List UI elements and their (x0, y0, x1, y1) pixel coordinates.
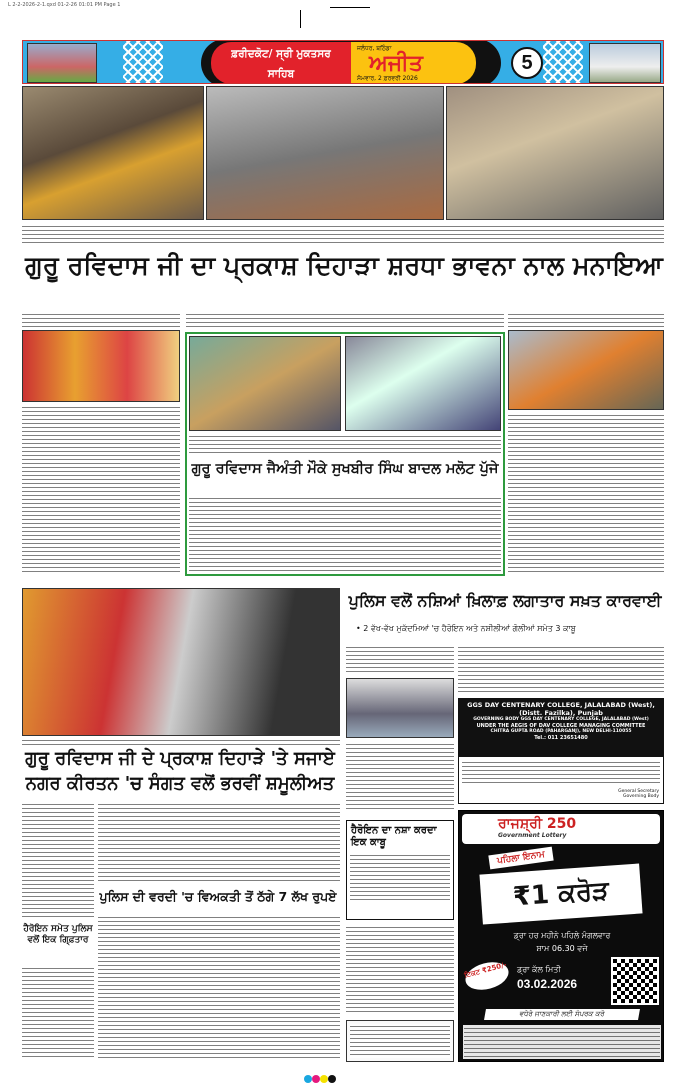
college-ad (458, 698, 664, 804)
heroin-police-headline: ਹੈਰੋਇਨ ਸਮੇਤ ਪੁਲਿਸ ਵਲੋਂ ਇਕ ਗਿ੍ਫ਼ਤਾਰ (23, 924, 93, 945)
photo-caption (22, 738, 340, 746)
center-headline: ਗੁਰੂ ਰਵਿਦਾਸ ਜੈਅੰਤੀ ਮੌਕੇ ਸੁਖਬੀਰ ਸਿੰਘ ਬਾਦਲ ਮਲੋਟ ਪੁੱਜੇ (191, 461, 499, 477)
lottery-sub: Government Lottery (498, 832, 567, 839)
article-text (98, 915, 340, 1060)
nagar-headline-1: ਗੁਰੂ ਰਵਿਦਾਸ ਜੀ ਦੇ ਪ੍ਰਕਾਸ਼ ਦਿਹਾੜੇ 'ਤੇ ਸਜਾਏ (25, 748, 335, 769)
color-registration-marks (304, 1068, 336, 1087)
masthead-photo-left (27, 43, 97, 83)
lottery-brand: ਰਾਜਸ਼੍ਰੀ 250 (498, 816, 577, 832)
photo-caption (22, 224, 664, 244)
college-line2: UNDER THE AEGIS OF DAV COLLEGE MANAGING COMMITTEE (476, 723, 646, 729)
edition-name: ਫ਼ਰੀਦਕੋਟ/ ਸ੍ਰੀ ਮੁਕਤਸਰ ਸਾਹਿਬ (231, 48, 331, 80)
main-headline: ਗੁਰੂ ਰਵਿਦਾਸ ਜੀ ਦਾ ਪ੍ਰਕਾਸ਼ ਦਿਹਾੜਾ ਸ਼ਰਧਾ ਭਾਵਨਾ ਨਾਲ ਮਨਾਇਆ (25, 251, 663, 281)
article-text (346, 742, 454, 812)
crop-mark (300, 10, 301, 28)
college-line3: CHITRA GUPTA ROAD (PAHARGANJ), NEW DELHI-110055 (490, 729, 632, 734)
photo-leaders (446, 86, 664, 220)
draw-date-label: ਡ੍ਰਾ ਕੱਲ ਮਿਤੀ (517, 965, 561, 974)
bank-notice-ad (346, 1020, 454, 1062)
article-text (22, 312, 180, 328)
first-prize-label: ਪਹਿਲਾ ਇਨਾਮ (488, 847, 553, 870)
article-text (22, 966, 94, 1060)
article-text (98, 802, 340, 882)
fraud-headline: ਪੁਲਿਸ ਦੀ ਵਰਦੀ 'ਚ ਵਿਅਕਤੀ ਤੋਂ ਠੱਗੇ 7 ਲੱਖ ਰੁਪਏ (99, 889, 337, 904)
article-text (458, 645, 664, 695)
masthead (22, 40, 664, 84)
police-headline: ਪੁਲਿਸ ਵਲੋਂ ਨਸ਼ਿਆਂ ਖ਼ਿਲਾਫ਼ ਲਗਾਤਾਰ ਸਖ਼ਤ ਕਾਰਵਾਈ (348, 591, 662, 610)
heroin-headline: ਹੈਰੋਇਨ ਦਾ ਨਸ਼ਾ ਕਰਦਾ ਇਕ ਕਾਬੂ (351, 825, 437, 848)
article-text (346, 925, 454, 1015)
paper-logo: ਅਜੀਤ (369, 51, 423, 76)
crop-mark (330, 7, 370, 8)
college-line1: GOVERNING BODY GGS DAY CENTENARY COLLEGE, JALALABAD (West) (473, 717, 649, 722)
masthead-oval (201, 40, 501, 84)
nagar-headline-2: ਨਗਰ ਕੀਰਤਨ 'ਚ ਸੰਗਤ ਵਲੋਂ ਭਰਵੀਂ ਸ਼ਮੂਲੀਅਤ (25, 773, 335, 794)
article-text (186, 312, 504, 330)
photo-crowd (206, 86, 444, 220)
photo-right (508, 330, 664, 410)
page-number: 5 (511, 47, 543, 79)
article-text (508, 312, 664, 328)
ticket-price: ਟਿਕਟ ₹250/- (462, 958, 511, 995)
article-text (22, 802, 94, 920)
draw-time: ਸ਼ਾਮ 06.30 ਵਜੇ (536, 944, 588, 953)
contact-label: ਵਧੇਰੇ ਜਾਣਕਾਰੀ ਲਈ ਸੰਪਰਕ ਕਰੋ (484, 1009, 640, 1020)
article-text (22, 405, 180, 575)
lottery-ad (458, 810, 664, 1062)
sukhbir-story-box (185, 332, 505, 576)
cities: ਜਲੰਧਰ, ਬਠਿੰਡਾ (357, 45, 392, 52)
photo-procession (22, 86, 204, 220)
college-title: GGS DAY CENTENARY COLLEGE, JALALABAD (West), (Distt. Fazilka), Punjab (467, 701, 655, 717)
prize-amount: ₹1 ਕਰੋੜ (479, 863, 642, 924)
photo-nagar-kirtan (22, 588, 340, 736)
page-slug: L 2-2-2026-2-1.qxd 01-2-26 01:01 PM Page 1 (8, 2, 121, 8)
heroin-story-box (346, 820, 454, 920)
qr-code (611, 957, 659, 1005)
photo-arrest (346, 678, 454, 738)
masthead-photo-right (589, 43, 661, 83)
police-bullet: • 2 ਵੱਖ-ਵੱਖ ਮੁਕੱਦਮਿਆਂ 'ਚ ਹੈਰੋਇਨ ਅਤੇ ਨਸ਼ੀਲੀਆਂ ਗੋਲੀਆਂ ਸਮੇਤ 3 ਕਾਬੂ (356, 624, 576, 633)
draw-date: 03.02.2026 (517, 977, 578, 991)
college-footer: General Secretary Governing Body (618, 789, 659, 799)
photo-gurdwara (22, 330, 180, 402)
article-text (508, 413, 664, 575)
issue-date: ਸੋਮਵਾਰ, 2 ਫ਼ਰਵਰੀ 2026 (357, 75, 418, 82)
draw-schedule: ਡ੍ਰਾ ਹਰ ਮਹੀਨੇ ਪਹਿਲੇ ਮੰਗਲਵਾਰ (513, 931, 611, 940)
article-text (346, 645, 454, 675)
college-tel: Tel.: 011 23651480 (534, 735, 588, 741)
